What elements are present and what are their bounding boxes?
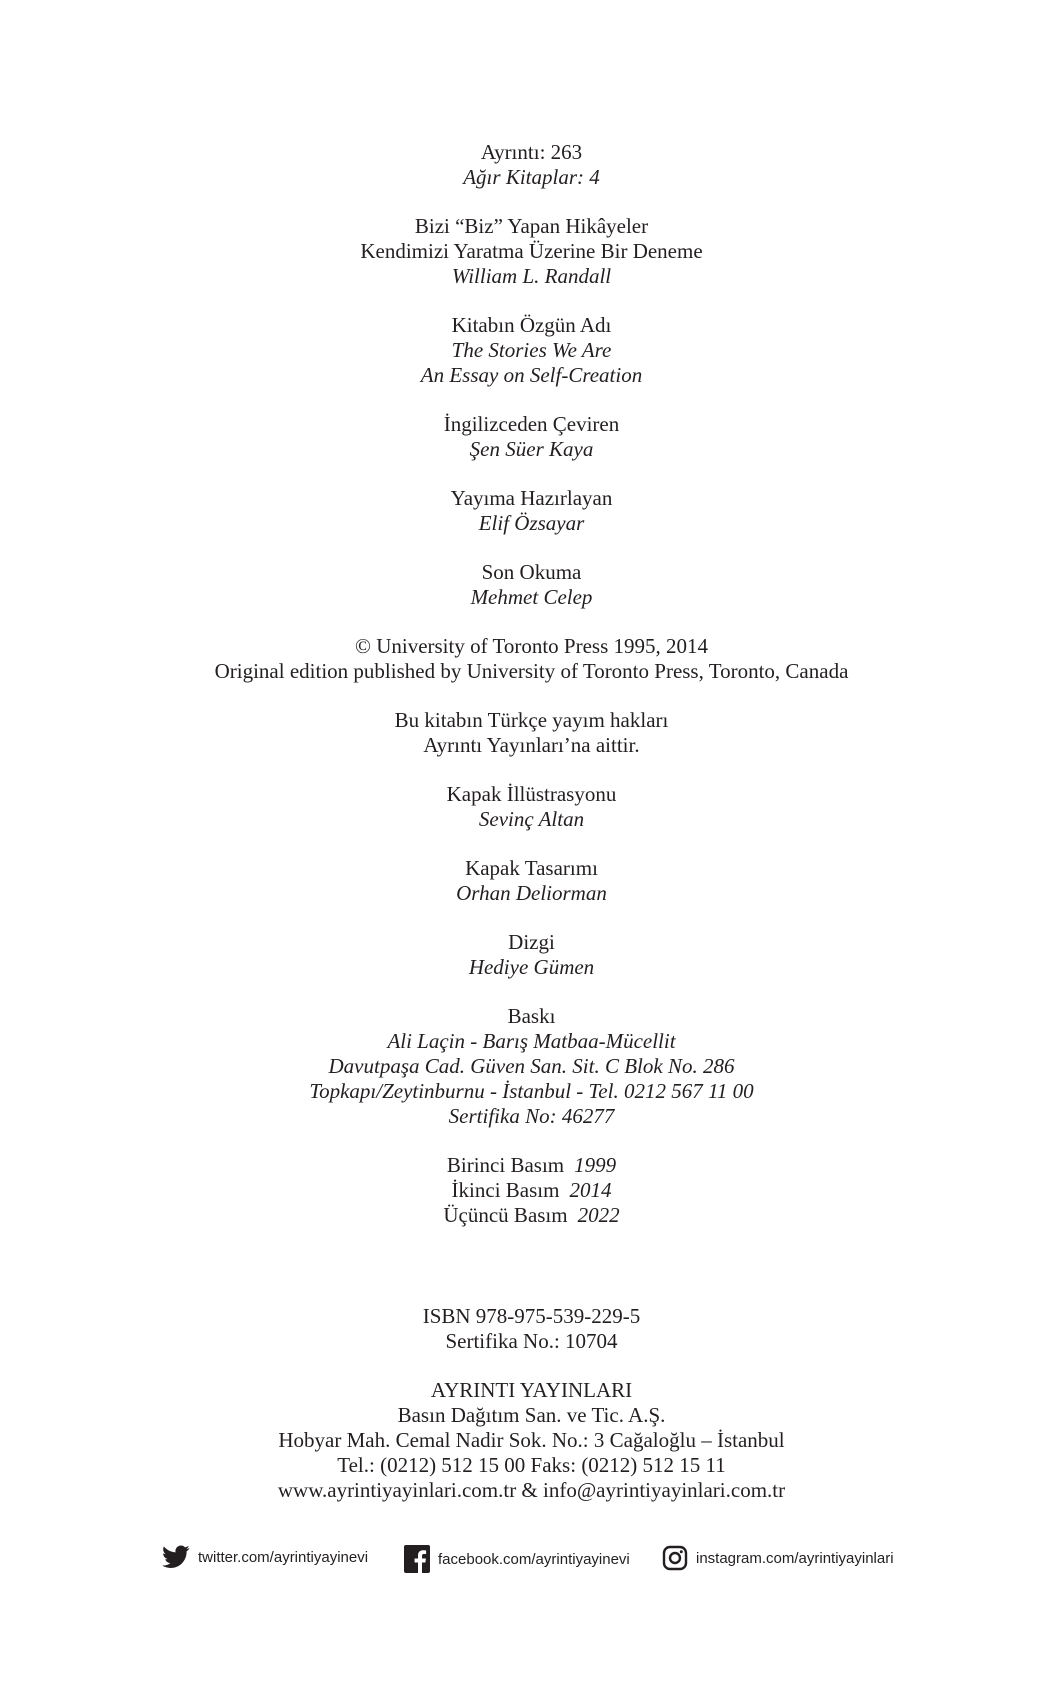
edition-label: Birinci Basım (446, 1153, 565, 1177)
imprint-page (0, 140, 1063, 1527)
publisher-phone: Tel.: (0212) 512 15 00 Faks: (0212) 512 15 11 (337, 1453, 726, 1477)
publisher-block (0, 1378, 1063, 1503)
editions-block (0, 1153, 1063, 1228)
edition-row (0, 1153, 1063, 1178)
cover-design-block (0, 856, 1063, 906)
isbn: ISBN 978-975-539-229-5 (422, 1304, 641, 1328)
edition-year: 2014 (569, 1178, 612, 1202)
book-title-block (0, 214, 1063, 289)
copyright-line: © University of Toronto Press 1995, 2014 (354, 634, 708, 658)
original-title-label: Kitabın Özgün Adı (451, 313, 612, 337)
typesetting-name: Hediye Gümen (468, 955, 595, 979)
series-name: Ağır Kitaplar: 4 (463, 165, 600, 189)
printing-label: Baskı (507, 1004, 556, 1028)
original-title-block (0, 313, 1063, 388)
proofreader-name: Mehmet Celep (470, 585, 593, 609)
edition-label: İkinci Basım (451, 1178, 560, 1202)
original-title: The Stories We Are (451, 338, 612, 362)
edition-row (0, 1178, 1063, 1203)
cover-design-name: Orhan Deliorman (456, 881, 607, 905)
publisher-web: www.ayrintiyayinlari.com.tr & info@ayrintiyayinlari.com.tr (277, 1478, 786, 1502)
rights-line-2: Ayrıntı Yayınları’na aittir. (423, 733, 640, 757)
twitter-handle: twitter.com/ayrintiyayinevi (198, 1548, 369, 1566)
cover-illustration-label: Kapak İllüstrasyonu (446, 782, 617, 806)
cover-illustration-block (0, 782, 1063, 832)
rights-line-1: Bu kitabın Türkçe yayım hakları (394, 708, 669, 732)
spacer (0, 1252, 1063, 1304)
rights-block (0, 708, 1063, 758)
book-author: William L. Randall (451, 264, 612, 288)
translator-label: İngilizceden Çeviren (443, 412, 620, 436)
publisher-address: Hobyar Mah. Cemal Nadir Sok. No.: 3 Cağaloğlu – İstanbul (278, 1428, 785, 1452)
proofreader-block (0, 560, 1063, 610)
editor-block (0, 486, 1063, 536)
twitter-link[interactable] (162, 1545, 368, 1569)
typesetting-label: Dizgi (508, 930, 555, 954)
typesetting-block (0, 930, 1063, 980)
original-subtitle: An Essay on Self-Creation (420, 363, 643, 387)
instagram-icon (662, 1545, 688, 1571)
facebook-icon (404, 1545, 430, 1573)
printer-location-phone: Topkapı/Zeytinburnu - İstanbul - Tel. 0212 567 11 00 (309, 1079, 754, 1103)
identifiers-block (0, 1304, 1063, 1354)
twitter-icon (162, 1545, 190, 1569)
editor-name: Elif Özsayar (478, 511, 585, 535)
publisher-name: AYRINTI YAYINLARI (430, 1378, 633, 1402)
social-links (0, 1545, 1063, 1581)
series-block (0, 140, 1063, 190)
printer-address: Davutpaşa Cad. Güven San. Sit. C Blok No. 286 (328, 1054, 735, 1078)
edition-label: Üçüncü Basım (443, 1203, 568, 1227)
translator-block (0, 412, 1063, 462)
instagram-handle: instagram.com/ayrintiyayinlari (696, 1549, 894, 1567)
edition-row (0, 1203, 1063, 1228)
printer-certificate: Sertifika No: 46277 (448, 1104, 615, 1128)
instagram-link[interactable] (662, 1545, 894, 1571)
edition-year: 1999 (574, 1153, 617, 1177)
copyright-block (0, 634, 1063, 684)
translator-name: Şen Süer Kaya (469, 437, 594, 461)
book-subtitle: Kendimizi Yaratma Üzerine Bir Deneme (360, 239, 703, 263)
edition-year: 2022 (577, 1203, 620, 1227)
printing-block (0, 1004, 1063, 1129)
certificate-number: Sertifika No.: 10704 (445, 1329, 618, 1353)
proofreader-label: Son Okuma (481, 560, 582, 584)
book-title: Bizi “Biz” Yapan Hikâyeler (414, 214, 649, 238)
facebook-link[interactable] (404, 1545, 630, 1573)
series-number: Ayrıntı: 263 (480, 140, 583, 164)
original-edition-line: Original edition published by University of Toronto Press, Toronto, Canada (214, 659, 849, 683)
editor-label: Yayıma Hazırlayan (450, 486, 613, 510)
facebook-handle: facebook.com/ayrintiyayinevi (438, 1550, 630, 1568)
cover-design-label: Kapak Tasarımı (465, 856, 598, 880)
cover-illustration-name: Sevinç Altan (478, 807, 585, 831)
printer-name: Ali Laçin - Barış Matbaa-Mücellit (387, 1029, 676, 1053)
publisher-company: Basın Dağıtım San. ve Tic. A.Ş. (397, 1403, 666, 1427)
